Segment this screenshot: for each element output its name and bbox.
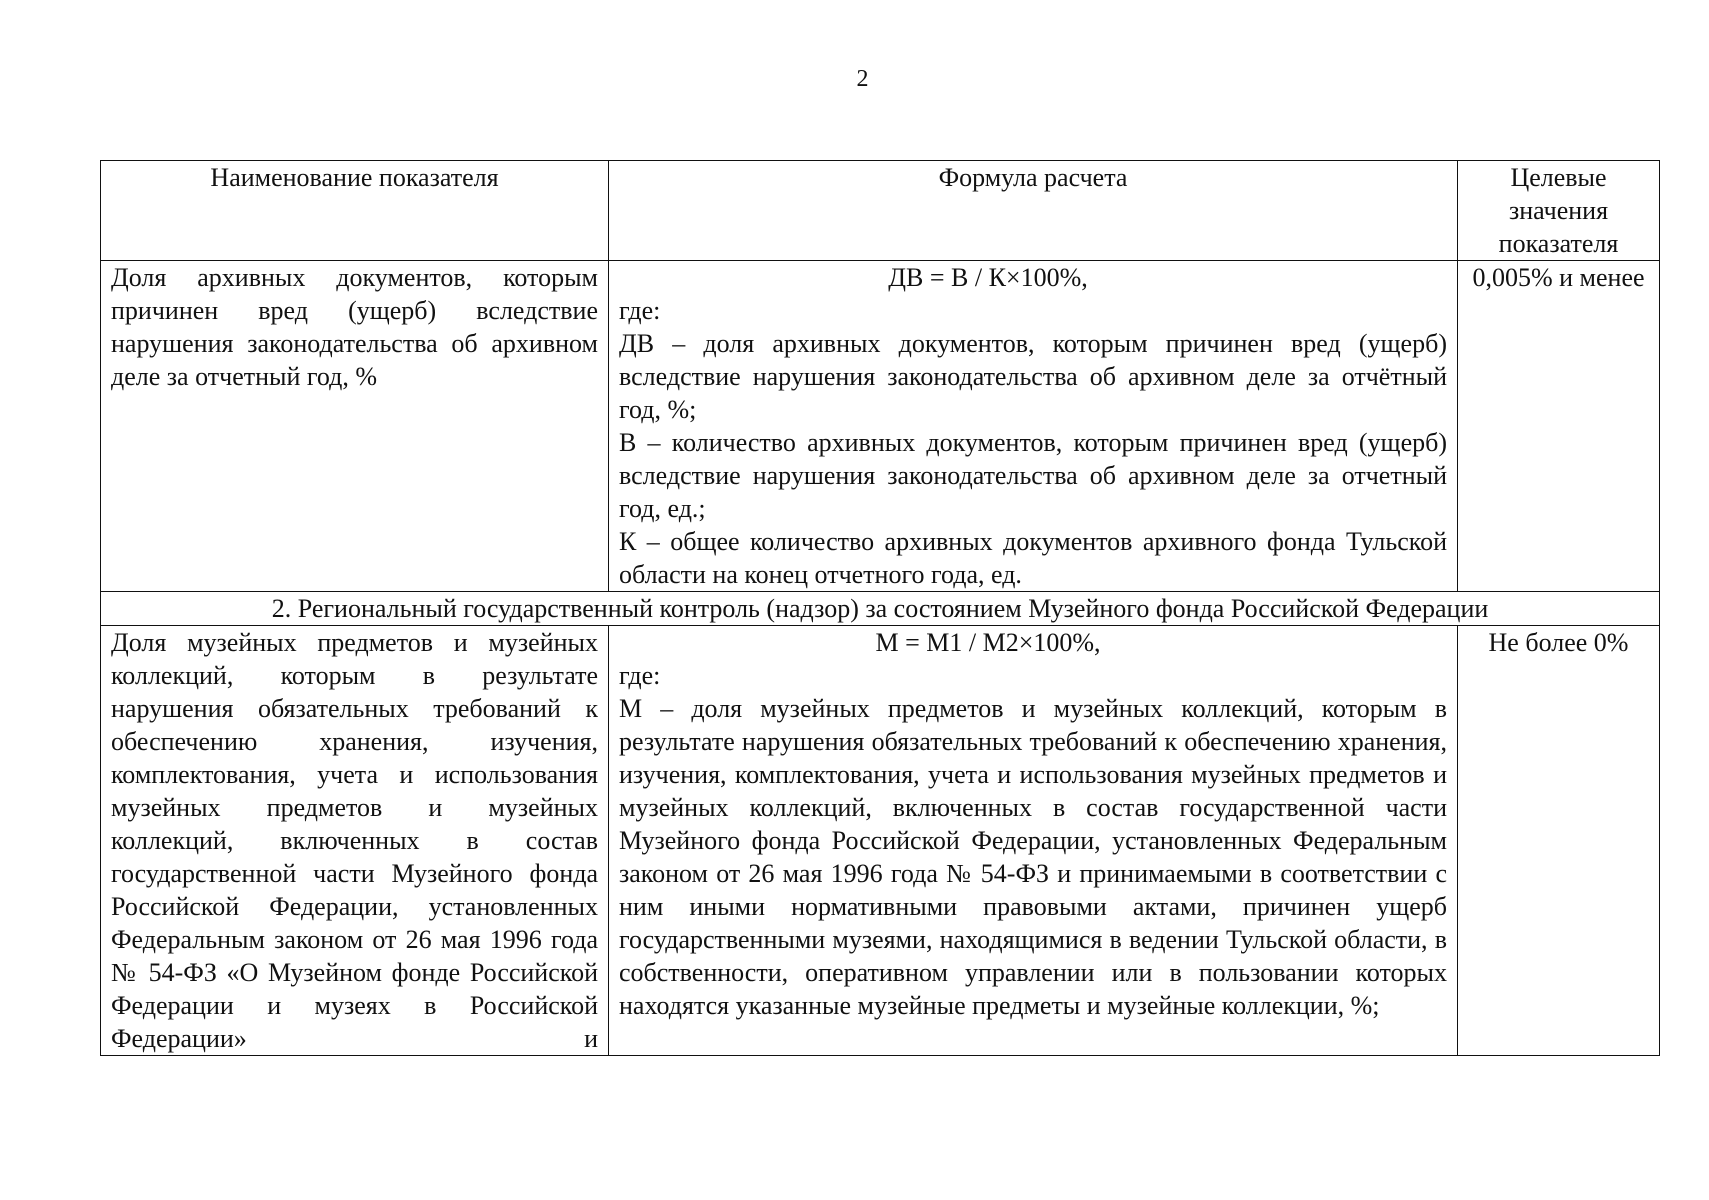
formula-cell: [609, 626, 1458, 1056]
header-target-values: Целевые значения показателя: [1458, 161, 1660, 261]
formula-where: где:: [619, 661, 661, 690]
section-row: [101, 592, 1660, 626]
formula: ДВ = В / К×100%,: [888, 263, 1088, 292]
table-row: [101, 626, 1660, 1056]
indicator-name-cell: [101, 626, 609, 1056]
section-title: 2. Региональный государственный контроль (надзор) за состоянием Музейного фонда Российской Федерации: [101, 592, 1660, 626]
indicator-name: Доля музейных предметов и музейных коллекций, которым в результате нарушения обязательных требований к обеспечению хранения, изучения, комплектования, учета и использования музейных предметов и музейных коллекций, включенных в состав государственной части Музейного фонда Российской Федерации, установленных Федеральным законом от 26 мая 1996 года № 54-ФЗ «О Музейном фонде Российской Федерации и музеях в Российской Федерации» и: [111, 628, 598, 1053]
formula-where: где:: [619, 296, 661, 325]
formula-definition: ДВ – доля архивных документов, которым причинен вред (ущерб) вследствие нарушения законодательства об архивном деле за отчётный год, %;: [619, 329, 1447, 424]
indicator-name: Доля архивных документов, которым причинен вред (ущерб) вследствие нарушения законодательства об архивном деле за отчетный год, %: [111, 263, 598, 391]
formula-definition: К – общее количество архивных документов архивного фонда Тульской области на конец отчетного года, ед.: [619, 527, 1447, 589]
table-header-row: [101, 161, 1660, 261]
table-row: [101, 261, 1660, 592]
indicator-name-cell: [101, 261, 609, 592]
target-value: 0,005% и менее: [1458, 261, 1660, 592]
formula-definition: М – доля музейных предметов и музейных коллекций, которым в результате нарушения обязательных требований к обеспечению хранения, изучения, комплектования, учета и использования музейных предметов и музейных коллекций, включенных в состав государственной части Музейного фонда Российской Федерации, установленных Федеральным законом от 26 мая 1996 года № 54-ФЗ и принимаемыми в соответствии с ним иными нормативными правовыми актами, причинен ущерб государственными музеями, находящимися в ведении Тульской области, в собственности, оперативном управлении или в пользовании которых находятся указанные музейные предметы и музейные коллекции, %;: [619, 694, 1447, 1020]
formula-cell: [609, 261, 1458, 592]
formula-definition: В – количество архивных документов, которым причинен вред (ущерб) вследствие нарушения законодательства об архивном деле за отчетный год, ед.;: [619, 428, 1447, 523]
header-formula: Формула расчета: [609, 161, 1458, 261]
target-value: Не более 0%: [1458, 626, 1660, 1056]
page-number: 2: [856, 66, 869, 92]
header-indicator-name: Наименование показателя: [101, 161, 609, 261]
indicators-table: [100, 160, 1660, 1056]
formula: М = М1 / М2×100%,: [875, 628, 1101, 657]
